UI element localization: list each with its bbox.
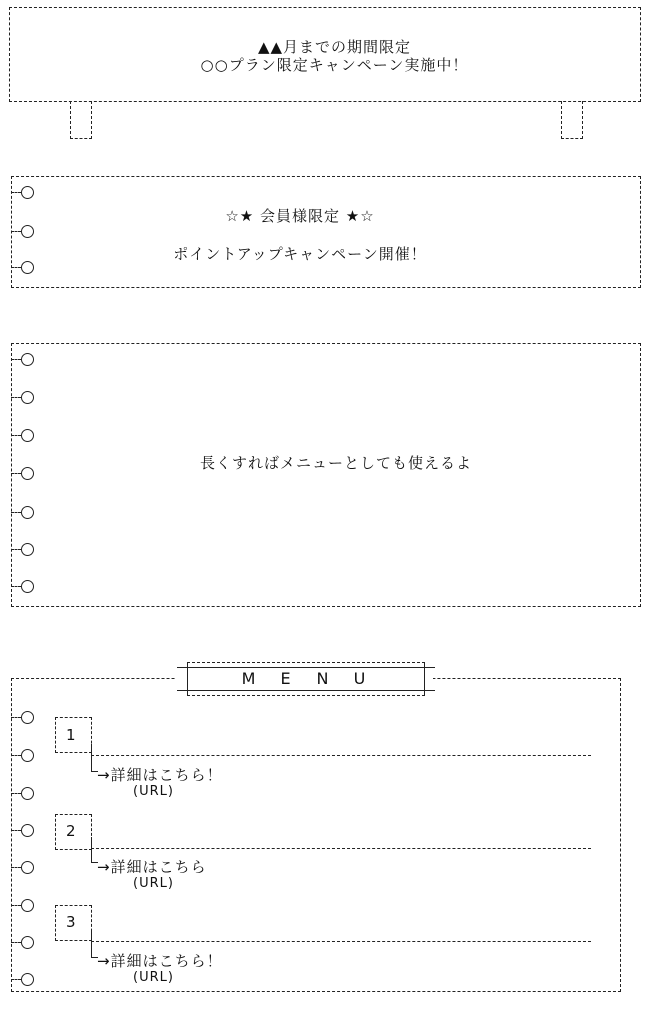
ring-hole bbox=[0, 391, 34, 404]
ring-hole-icon bbox=[21, 429, 34, 442]
menu-item-url[interactable]: (URL) bbox=[133, 970, 174, 985]
ring-hole bbox=[0, 936, 34, 949]
banner1-line1: ▲▲月までの期間限定 bbox=[257, 38, 412, 56]
notebook-menu-banner bbox=[11, 343, 641, 607]
ring-hole-icon bbox=[21, 749, 34, 762]
banner2-line2: ポイントアップキャンペーン開催！ bbox=[173, 245, 427, 263]
ring-hole-icon bbox=[21, 787, 34, 800]
ring-hole bbox=[0, 186, 34, 199]
ring-hole-icon bbox=[21, 711, 34, 724]
ring-hole bbox=[0, 787, 34, 800]
ring-hole-icon bbox=[21, 467, 34, 480]
menu-title-letter: N bbox=[316, 669, 329, 688]
signboard-leg-right bbox=[561, 101, 583, 139]
menu-title-rule-top bbox=[177, 667, 435, 668]
ring-hole bbox=[0, 861, 34, 874]
ring-hole bbox=[0, 353, 34, 366]
menu-title-letter: M bbox=[241, 669, 256, 688]
menu-board bbox=[11, 678, 621, 992]
menu-item-link[interactable]: →詳細はこちら bbox=[97, 858, 207, 876]
ring-hole bbox=[0, 973, 34, 986]
ring-hole bbox=[0, 749, 34, 762]
ring-hole bbox=[0, 467, 34, 480]
menu-title-letter: U bbox=[353, 669, 366, 688]
menu-item-url[interactable]: (URL) bbox=[133, 784, 174, 799]
menu-item-number: 3 bbox=[66, 913, 77, 931]
menu-title bbox=[230, 669, 378, 688]
ring-hole bbox=[0, 899, 34, 912]
ring-hole bbox=[0, 824, 34, 837]
notebook-banner bbox=[11, 176, 641, 288]
ring-hole-icon bbox=[21, 353, 34, 366]
menu-item-rule bbox=[91, 848, 591, 849]
banner2-line1: ☆★ 会員様限定 ★☆ bbox=[225, 207, 375, 225]
menu-item-url[interactable]: (URL) bbox=[133, 876, 174, 891]
menu-item-number: 1 bbox=[66, 726, 77, 744]
menu-item-rule bbox=[91, 941, 591, 942]
menu-title-rule-bottom bbox=[177, 690, 435, 691]
ring-hole-icon bbox=[21, 391, 34, 404]
ring-hole bbox=[0, 711, 34, 724]
signboard-leg-left bbox=[70, 101, 92, 139]
ring-hole bbox=[0, 429, 34, 442]
ring-hole-icon bbox=[21, 186, 34, 199]
menu-item-number: 2 bbox=[66, 822, 77, 840]
ring-hole bbox=[0, 580, 34, 593]
ring-hole bbox=[0, 225, 34, 238]
banner3-text: 長くすればメニューとしても使えるよ bbox=[200, 454, 473, 472]
ring-hole-icon bbox=[21, 936, 34, 949]
ring-hole-icon bbox=[21, 861, 34, 874]
menu-item-link[interactable]: →詳細はこちら！ bbox=[97, 766, 223, 784]
menu-item-link[interactable]: →詳細はこちら！ bbox=[97, 952, 223, 970]
ring-hole-icon bbox=[21, 225, 34, 238]
ring-hole-icon bbox=[21, 580, 34, 593]
ring-hole-icon bbox=[21, 973, 34, 986]
banner1-line2: ○○プラン限定キャンペーン実施中！ bbox=[200, 56, 469, 74]
ring-hole bbox=[0, 543, 34, 556]
ring-hole-icon bbox=[21, 506, 34, 519]
menu-title-letter: E bbox=[280, 669, 291, 688]
ring-hole bbox=[0, 506, 34, 519]
menu-item-rule bbox=[91, 755, 591, 756]
ring-hole-icon bbox=[21, 824, 34, 837]
ring-hole-icon bbox=[21, 543, 34, 556]
ring-hole-icon bbox=[21, 899, 34, 912]
